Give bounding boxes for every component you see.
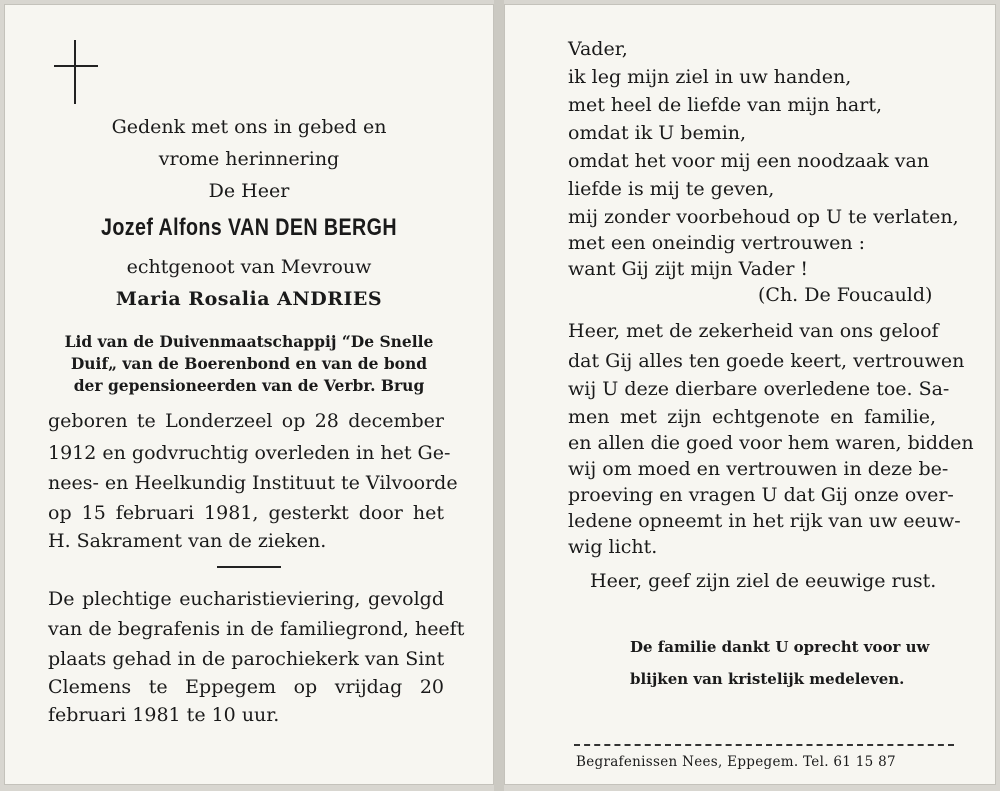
prayer-line: ledene opneemt in het rijk van uw eeuw-	[568, 510, 961, 532]
bio-line: nees- en Heelkundig Instituut te Vilvoorde	[48, 472, 458, 494]
prayer-line: proeving en vragen U dat Gij onze over-	[568, 484, 954, 506]
right-page	[504, 4, 996, 785]
cross-icon	[54, 40, 98, 104]
funeral-line: van de begrafenis in de familiegrond, heeft	[48, 618, 465, 640]
poem-line: omdat het voor mij een noodzaak van	[568, 150, 930, 172]
membership-line: Lid van de Duivenmaatschappij “De Snelle	[64, 332, 434, 351]
divider	[217, 566, 281, 568]
intro-line-2: vrome herinnering	[158, 148, 340, 170]
bio-line: 1912 en godvruchtig overleden in het Ge-	[48, 442, 451, 464]
rest-line: Heer, geef zijn ziel de eeuwige rust.	[590, 570, 937, 592]
prayer-line: Heer, met de zekerheid van ons geloof	[568, 320, 939, 342]
poem-line: omdat ik U bemin,	[568, 122, 747, 144]
funeral-line: De plechtige eucharistieviering, gevolgd	[48, 588, 444, 610]
poem-line: met heel de liefde van mijn hart,	[568, 94, 883, 116]
poem-line: Vader,	[568, 38, 628, 60]
prayer-line: wij om moed en vertrouwen in deze be-	[568, 458, 949, 480]
printer-credit: Begrafenissen Nees, Eppegem. Tel. 61 15 87	[576, 754, 896, 770]
bio-line: H. Sakrament van de zieken.	[48, 530, 327, 552]
thanks-line: De familie dankt U oprecht voor uw	[630, 638, 930, 656]
intro-line-1: Gedenk met ons in gebed en	[111, 116, 387, 138]
membership-line: der gepensioneerden van de Verbr. Brug	[73, 376, 425, 395]
funeral-line: Clemens te Eppegem op vrijdag 20	[48, 676, 444, 698]
poem-line: want Gij zijt mijn Vader !	[568, 258, 809, 280]
poem-line: met een oneindig vertrouwen :	[568, 232, 866, 254]
membership-line: Duif„ van de Boerenbond en van de bond	[70, 354, 428, 373]
spouse-name: Maria Rosalia ANDRIES	[115, 288, 383, 310]
prayer-line: wij U deze dierbare overledene toe. Sa-	[568, 378, 950, 400]
funeral-line: februari 1981 te 10 uur.	[48, 704, 280, 726]
footer-divider	[574, 744, 954, 746]
card-fold	[494, 0, 504, 791]
bio-line: op 15 februari 1981, gesterkt door het	[48, 502, 444, 524]
poem-line: liefde is mij te geven,	[568, 178, 775, 200]
prayer-line: dat Gij alles ten goede keert, vertrouwen	[568, 350, 965, 372]
prayer-line: men met zijn echtgenote en familie,	[568, 406, 936, 428]
thanks-line: blijken van kristelijk medeleven.	[630, 670, 905, 688]
left-page	[4, 4, 494, 785]
poem-line: ik leg mijn ziel in uw handen,	[568, 66, 852, 88]
bio-line: geboren te Londerzeel op 28 december	[48, 410, 444, 432]
deceased-name: Jozef Alfons VAN DEN BERGH	[100, 214, 398, 241]
poem-attribution: (Ch. De Foucauld)	[758, 284, 933, 306]
spouse-intro: echtgenoot van Mevrouw	[126, 256, 372, 278]
prayer-line: en allen die goed voor hem waren, bidden	[568, 432, 974, 454]
prayer-line: wig licht.	[568, 536, 658, 558]
honorific: De Heer	[208, 180, 290, 202]
poem-line: mij zonder voorbehoud op U te verlaten,	[568, 206, 959, 228]
funeral-line: plaats gehad in de parochiekerk van Sint	[48, 648, 445, 670]
